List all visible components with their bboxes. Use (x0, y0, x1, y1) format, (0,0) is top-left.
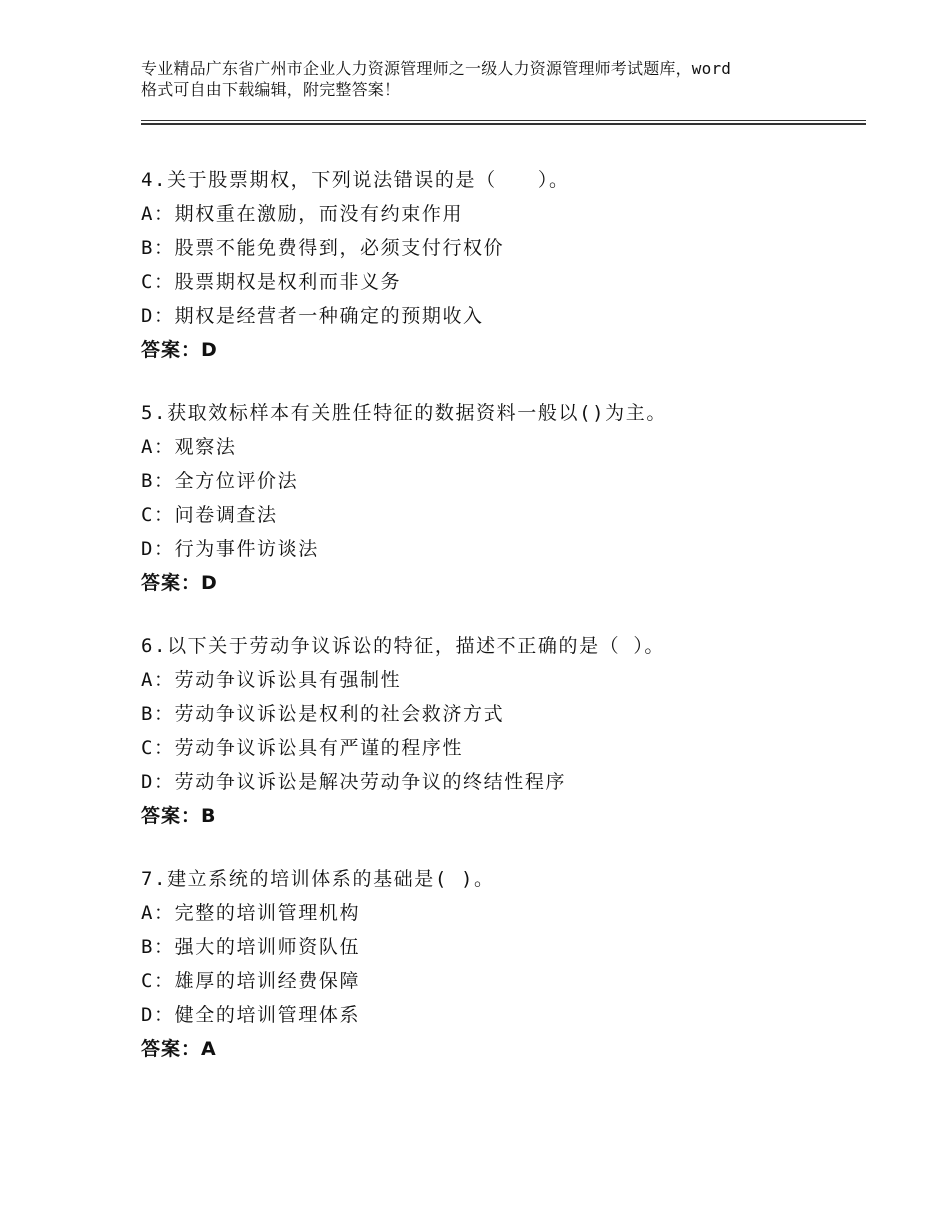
question-stem: 6.以下关于劳动争议诉讼的特征，描述不正确的是（ ）。 (141, 635, 666, 657)
header-title-line-2: 格式可自由下载编辑，附完整答案！ (141, 80, 401, 99)
option-b: B：股票不能免费得到，必须支付行权价 (141, 237, 505, 259)
header-divider-thick (141, 123, 866, 125)
answer-label: 答案：A (141, 1038, 217, 1060)
question-stem: 5.获取效标样本有关胜任特征的数据资料一般以()为主。 (141, 402, 667, 424)
header-divider-thin (141, 120, 866, 121)
option-d: D：健全的培训管理体系 (141, 1004, 361, 1026)
option-c: C：劳动争议诉讼具有严谨的程序性 (141, 737, 464, 759)
answer-label: 答案：B (141, 805, 217, 827)
question-7 (141, 862, 861, 1066)
option-a: A：期权重在激励，而没有约束作用 (141, 203, 464, 225)
answer-label: 答案：D (141, 572, 218, 594)
document-header (141, 58, 841, 100)
option-c: C：问卷调查法 (141, 504, 278, 526)
question-6 (141, 629, 861, 833)
option-b: B：全方位评价法 (141, 470, 299, 492)
option-b: B：强大的培训师资队伍 (141, 936, 361, 958)
option-d: D：期权是经营者一种确定的预期收入 (141, 305, 484, 327)
answer-label: 答案：D (141, 339, 218, 361)
option-a: A：观察法 (141, 436, 237, 458)
header-title-line-1: 专业精品广东省广州市企业人力资源管理师之一级人力资源管理师考试题库，word (141, 59, 732, 78)
option-a: A：劳动争议诉讼具有强制性 (141, 669, 402, 691)
option-a: A：完整的培训管理机构 (141, 902, 361, 924)
option-d: D：劳动争议诉讼是解决劳动争议的终结性程序 (141, 771, 567, 793)
question-5 (141, 396, 861, 600)
option-b: B：劳动争议诉讼是权利的社会救济方式 (141, 703, 505, 725)
question-stem: 7.建立系统的培训体系的基础是( )。 (141, 868, 495, 890)
question-list (141, 163, 861, 1095)
question-4 (141, 163, 861, 367)
option-c: C：雄厚的培训经费保障 (141, 970, 361, 992)
option-c: C：股票期权是权利而非义务 (141, 271, 402, 293)
question-stem: 4.关于股票期权，下列说法错误的是（ ）。 (141, 169, 570, 191)
option-d: D：行为事件访谈法 (141, 538, 319, 560)
